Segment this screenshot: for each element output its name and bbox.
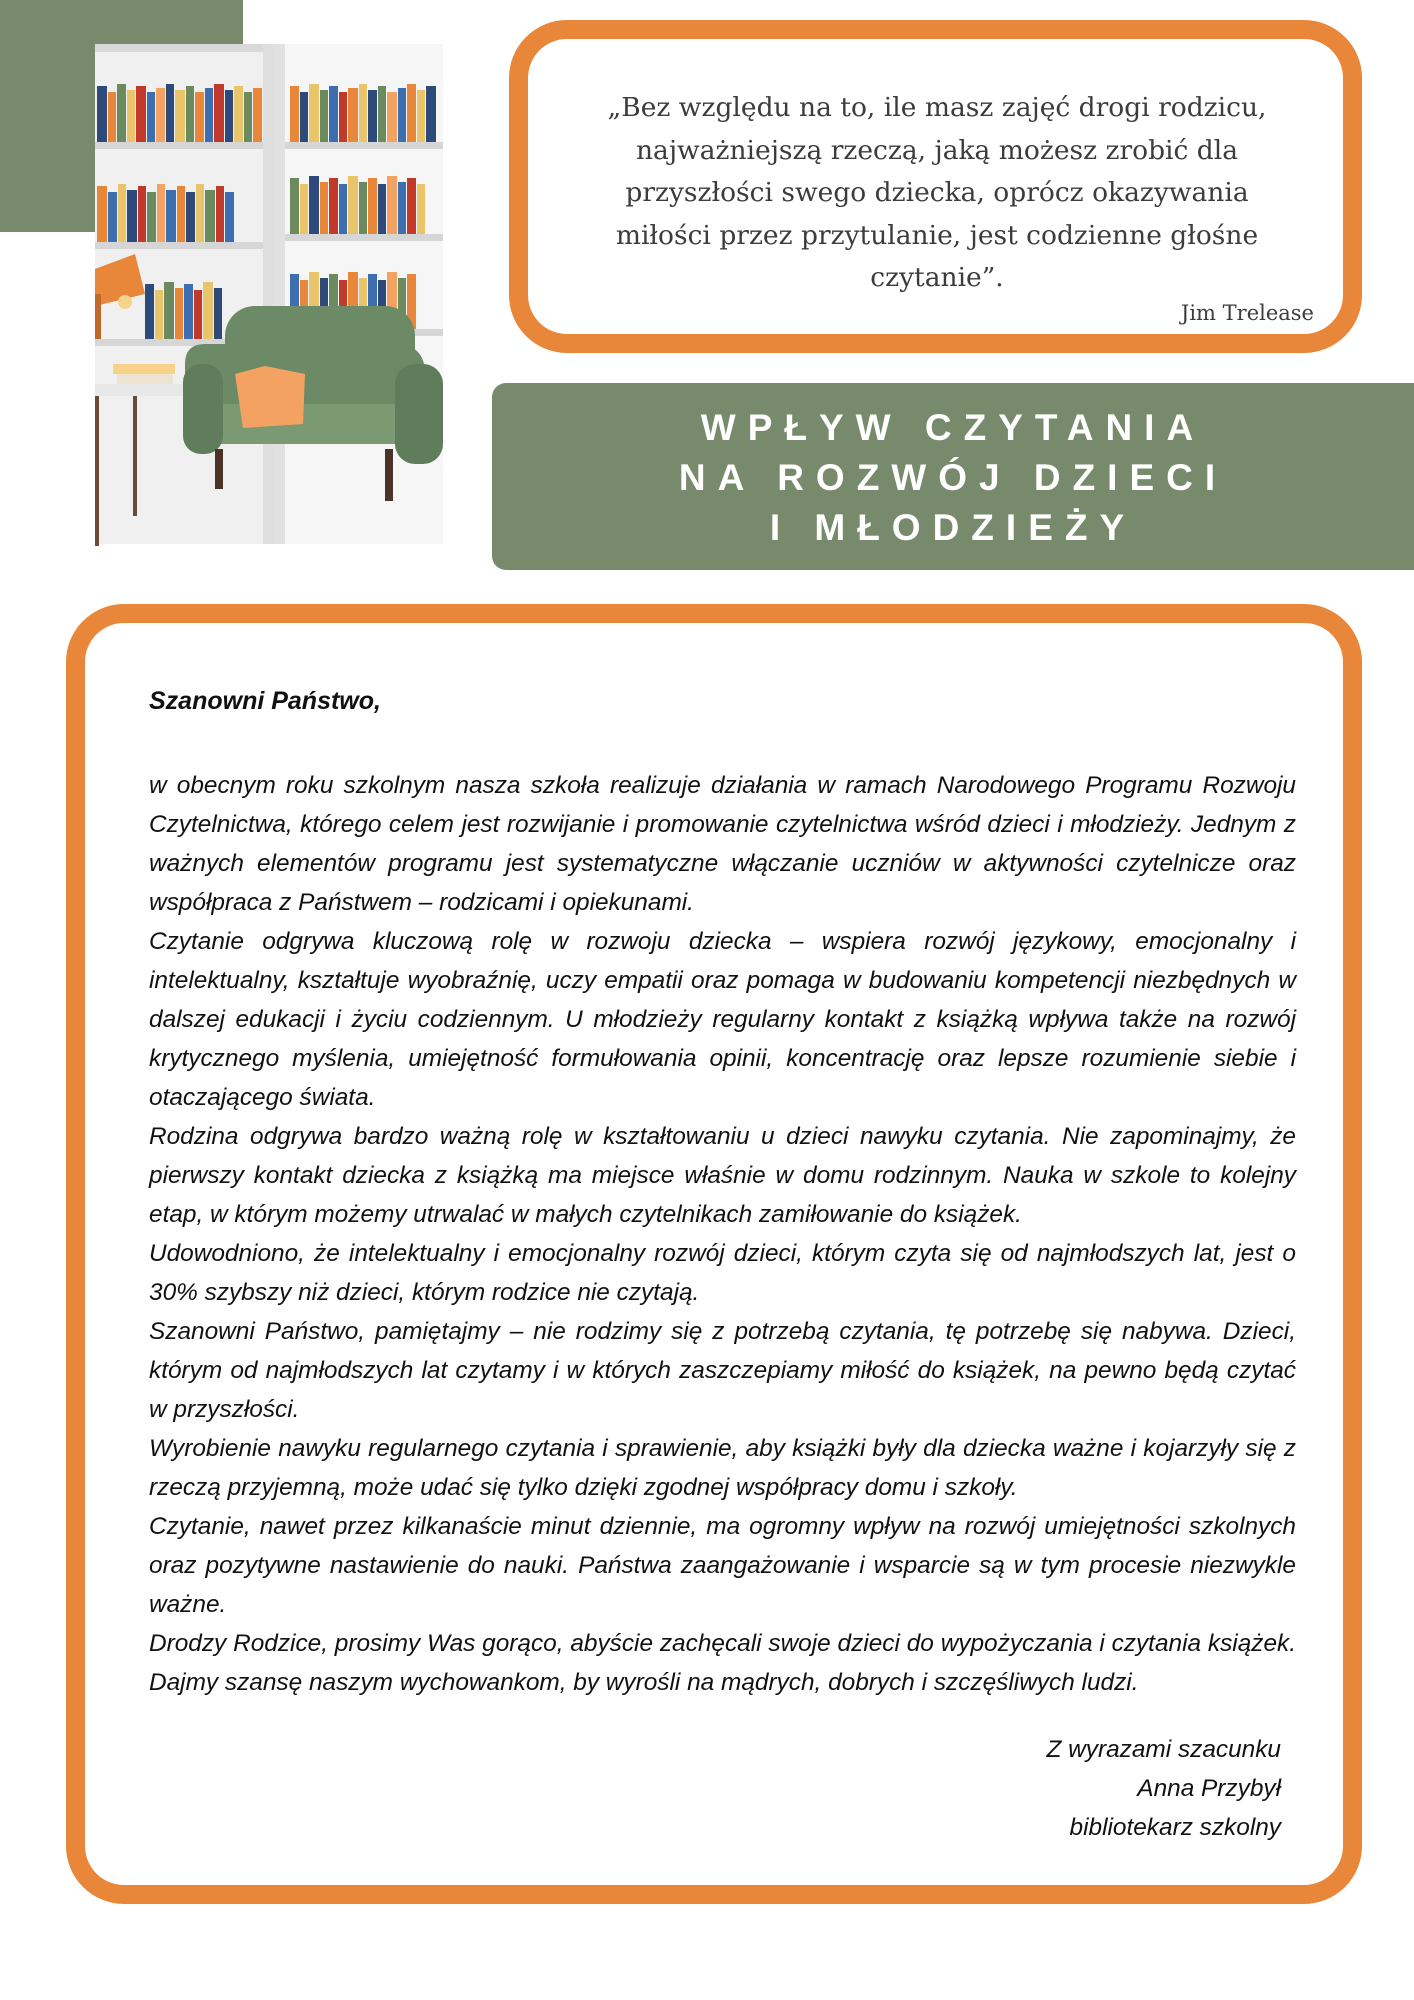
- letter-paragraph: Czytanie odgrywa kluczową rolę w rozwoju dziecka – wspiera rozwój językowy, emocjonalny i intelektualny, kształtuje wyobraźnię, uczy empatii oraz pomaga w budowaniu kompetencji niezbędnych w dalszej edukacji i życiu codziennym. U młodzieży regularny kontakt z książką wpływa także na rozwój krytycznego myślenia, umiejętność formułowania opinii, koncentrację oraz lepsze rozumienie siebie i otaczającego świata.: [149, 928, 1296, 1111]
- letter-paragraph: w obecnym roku szkolnym nasza szkoła realizuje działania w ramach Narodowego Programu Rozwoju Czytelnictwa, którego celem jest rozwijanie i promowanie czytelnictwa wśród dzieci i młodzieży. Jednym z ważnych elementów programu jest systematyczne włączanie uczniów w aktywności czytelnicze oraz współpraca z Państwem – rodzicami i opiekunami.: [149, 772, 1296, 916]
- letter-paragraph: Czytanie, nawet przez kilkanaście minut dziennie, ma ogromny wpływ na rozwój umiejętności szkolnych oraz pozytywne nastawienie do nauki. Państwa zaangażowanie i wsparcie są w tym procesie niezwykle ważne.: [149, 1513, 1296, 1618]
- quote-text: „Bez względu na to, ile masz zajęć drogi rodzicu, najważniejszą rzeczą, jaką możesz zrobić dla przyszłości swego dziecka, oprócz okazywania miłości przez przytulanie, jest codzienne głośne czytanie”.: [607, 92, 1267, 293]
- bookshelf-armchair-illustration: [95, 44, 443, 556]
- letter-greeting: Szanowni Państwo,: [149, 687, 381, 715]
- quote-box: [509, 20, 1362, 353]
- signature-role: bibliotekarz szkolny: [1069, 1814, 1281, 1841]
- page-title: [492, 403, 1414, 553]
- signature-closing: Z wyrazami szacunku: [1046, 1736, 1281, 1763]
- letter-box: [66, 604, 1362, 1904]
- letter-body: [149, 766, 1296, 1702]
- letter-paragraph: Drodzy Rodzice, prosimy Was gorąco, abyście zachęcali swoje dzieci do wypożyczania i czytania książek. Dajmy szansę naszym wychowankom, by wyrośli na mądrych, dobrych i szczęśliwych ludzi.: [149, 1630, 1296, 1696]
- title-line-2: NA ROZWÓJ DZIECI: [678, 457, 1228, 498]
- letter-paragraph: Szanowni Państwo, pamiętajmy – nie rodzimy się z potrzebą czytania, tę potrzebę się nabywa. Dzieci, którym od najmłodszych lat czytamy i w których zaszczepiamy miłość do książek, na pewno będą czytać w przyszłości.: [149, 1318, 1296, 1423]
- title-line-1: WPŁYW CZYTANIA: [700, 407, 1206, 448]
- letter-paragraph: Rodzina odgrywa bardzo ważną rolę w kształtowaniu u dzieci nawyku czytania. Nie zapominajmy, że pierwszy kontakt dziecka z książką ma miejsce właśnie w domu rodzinnym. Nauka w szkole to kolejny etap, w którym możemy utrwalać w małych czytelnikach zamiłowanie do książek.: [149, 1123, 1296, 1228]
- signature-name: Anna Przybył: [1137, 1775, 1281, 1802]
- title-band: [492, 383, 1414, 570]
- title-line-3: I MŁODZIEŻY: [769, 507, 1137, 548]
- letter-paragraph: Udowodniono, że intelektualny i emocjonalny rozwój dzieci, którym czyta się od najmłodszych lat, jest o 30% szybszy niż dzieci, którym rodzice nie czytają.: [149, 1240, 1296, 1306]
- letter-paragraph: Wyrobienie nawyku regularnego czytania i sprawienie, aby książki były dla dziecka ważne i kojarzyły się z rzeczą przyjemną, może udać się tylko dzięki zgodnej współpracy domu i szkoły.: [149, 1435, 1296, 1501]
- quote-author: Jim Trelease: [1180, 301, 1314, 325]
- signature-block: [1047, 1730, 1282, 1847]
